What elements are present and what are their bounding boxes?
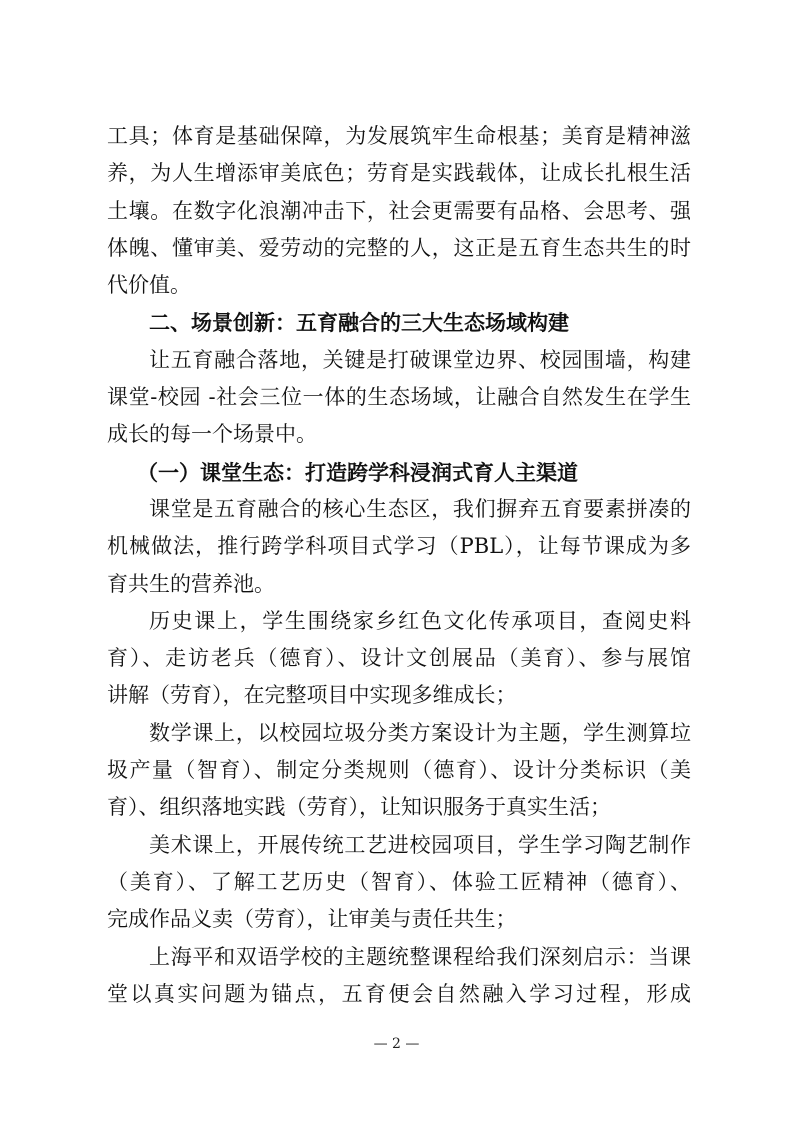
paragraph	[107, 118, 691, 304]
text-line: 工具；体育是基础保障，为发展筑牢生命根基；美育是精神滋	[107, 124, 691, 148]
text-line: 讲解（劳育），在完整项目中实现多维成长；	[107, 683, 517, 708]
text-line: 成长的每一个场景中。	[107, 422, 317, 447]
text-line: 圾产量（智育）、制定分类规则（德育）、设计分类标识（美	[107, 758, 691, 783]
paragraph	[107, 342, 691, 454]
text-line: 代价值。	[107, 273, 191, 298]
text-line: 课堂-校园 -社会三位一体的生态场域，让融合自然发生在学生	[107, 385, 691, 410]
text-line: 历史课上，学生围绕家乡红色文化传承项目，查阅史料	[149, 608, 691, 633]
text-line: 育）、走访老兵（德育）、设计文创展品（美育）、参与展馆	[107, 646, 691, 671]
text-line: 完成作品义卖（劳育），让审美与责任共生；	[107, 907, 517, 932]
text-line: （美育）、了解工艺历史（智育）、体验工匠精神（德育）、	[107, 869, 691, 894]
text-line: 体魄、懂审美、爱劳动的完整的人，这正是五育生态共生的时	[107, 235, 691, 260]
section-heading: 二、场景创新：五育融合的三大生态场域构建	[149, 310, 569, 336]
text-line: 数学课上，以校园垃圾分类方案设计为主题，学生测算垃	[149, 720, 691, 745]
text-line: 堂以真实问题为锚点，五育便会自然融入学习过程，形成	[107, 981, 691, 1006]
paragraph	[107, 827, 691, 939]
text-line: 让五育融合落地，关键是打破课堂边界、校园围墙，构建	[149, 347, 691, 372]
paragraph	[107, 939, 691, 1014]
text-line: 美术课上，开展传统工艺进校园项目，学生学习陶艺制作	[149, 832, 691, 857]
document-body	[107, 118, 691, 1013]
text-line: 课堂是五育融合的核心生态区，我们摒弃五育要素拼凑的	[149, 496, 691, 521]
text-line: 养，为人生增添审美底色；劳育是实践载体，让成长扎根生活	[107, 161, 691, 186]
text-line: 机械做法，推行跨学科项目式学习（PBL），让每节课成为多	[107, 534, 691, 559]
page-number: — 2 —	[373, 1036, 420, 1052]
subsection-heading: （一）课堂生态：打造跨学科浸润式育人主渠道	[137, 459, 578, 485]
text-line: 土壤。在数字化浪潮冲击下，社会更需要有品格、会思考、强	[107, 198, 691, 223]
paragraph	[107, 603, 691, 715]
text-line: 育）、组织落地实践（劳育），让知识服务于真实生活；	[107, 795, 611, 820]
paragraph	[107, 491, 691, 603]
paragraph	[107, 715, 691, 827]
text-line: 上海平和双语学校的主题统整课程给我们深刻启示：当课	[149, 944, 691, 969]
text-line: 育共生的营养池。	[107, 571, 275, 596]
